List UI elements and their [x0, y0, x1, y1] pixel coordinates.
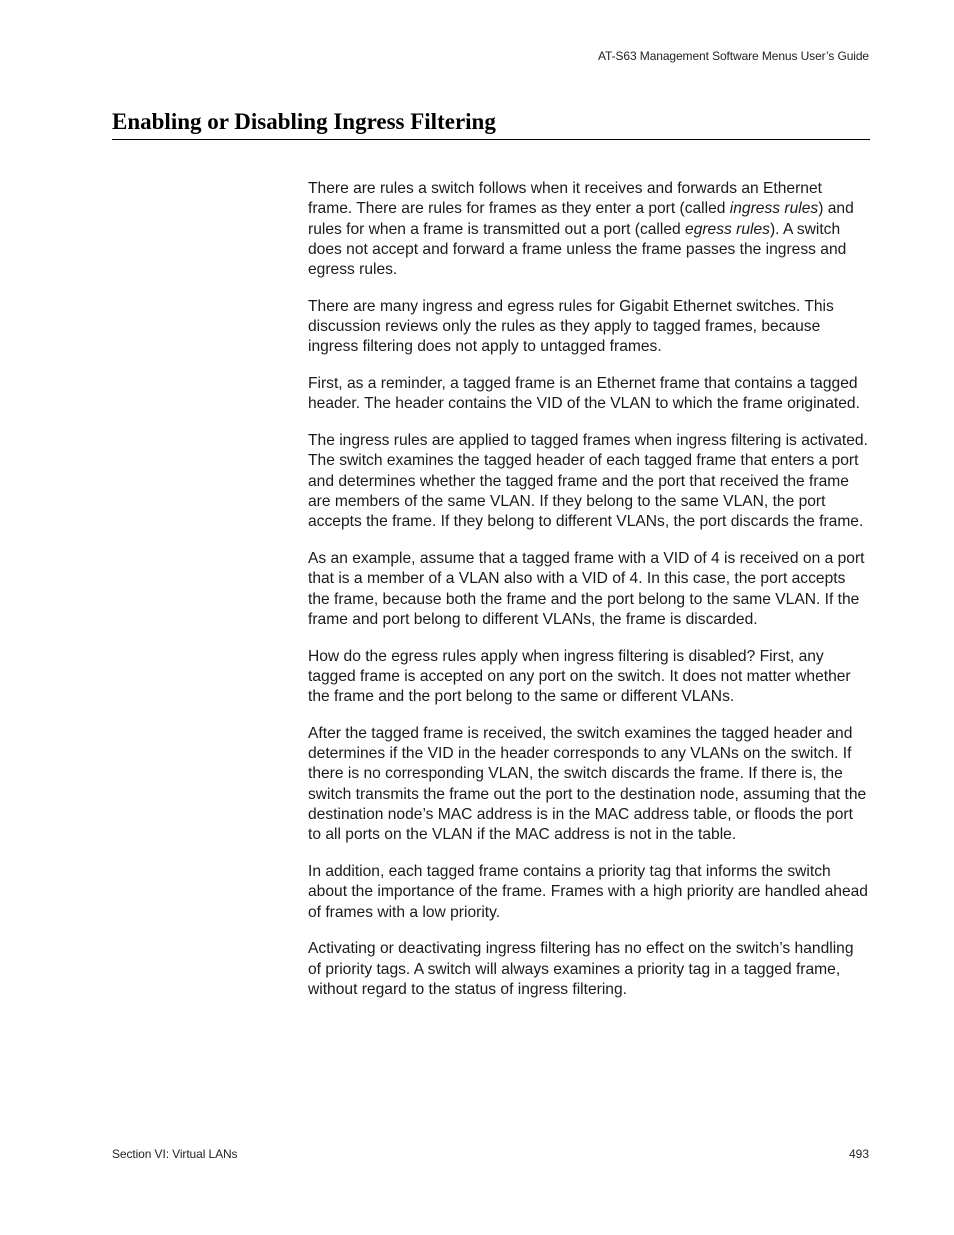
paragraph-4: The ingress rules are applied to tagged frames when ingress filtering is activated. The switch examines the tagged header of each tagged frame that enters a port and determines whether the tagged frame and the port that received the frame are members of the same VLAN. If they belong to the same VLAN, the port accepts the frame. If they belong to different VLANs, the port discards the frame.	[308, 432, 868, 531]
paragraph-2: There are many ingress and egress rules for Gigabit Ethernet switches. This discussion reviews only the rules as they apply to tagged frames, because ingress filtering does not apply to untagged frames.	[308, 297, 834, 356]
paragraph-3: First, as a reminder, a tagged frame is an Ethernet frame that contains a tagged header. The header contains the VID of the VLAN to which the frame originated.	[308, 375, 860, 413]
footer-section-label: Section VI: Virtual LANs	[112, 1147, 238, 1161]
paragraph-5: As an example, assume that a tagged frame with a VID of 4 is received on a port that is a member of a VLAN also with a VID of 4. In this case, the port accepts the frame, because both the frame and the port belong to the same VLAN. If the frame and port belong to different VLANs, the frame is discarded.	[308, 550, 865, 628]
paragraph-1-part-c: ). A switch does not accept and forward a frame unless the frame passes the ingress and egress rules.	[308, 220, 847, 279]
footer-page-number: 493	[848, 1147, 869, 1161]
ingress-rules-term: ingress rules	[729, 200, 819, 218]
egress-rules-term: egress rules	[685, 220, 770, 238]
paragraph-1	[308, 179, 870, 280]
section-title: Enabling or Disabling Ingress Filtering	[112, 108, 870, 140]
paragraph-7: After the tagged frame is received, the switch examines the tagged header and determines if the VID in the header corresponds to any VLANs on the switch. If there is no corresponding VLAN, the switch discards the frame. If there is, the switch transmits the frame out the port to the destination node, assuming that the destination node’s MAC address is in the MAC address table, or floods the port to all ports on the VLAN if the MAC address is not in the table.	[308, 724, 867, 844]
running-header: AT-S63 Management Software Menus User’s Guide	[598, 49, 869, 63]
paragraph-1-part-b: ) and rules for when a frame is transmitted out a port (called	[308, 200, 854, 238]
body-text	[308, 179, 870, 1017]
paragraph-8: In addition, each tagged frame contains a priority tag that informs the switch about the importance of the frame. Frames with a high priority are handled ahead of frames with a low priority.	[308, 863, 868, 921]
paragraph-1-part-a: There are rules a switch follows when it receives and forwards an Ethernet frame. There are rules for frames as they enter a port (called	[308, 180, 822, 218]
paragraph-9: Activating or deactivating ingress filtering has no effect on the switch’s handling of priority tags. A switch will always examines a priority tag in a tagged frame, without regard to the status of ingress filtering.	[308, 940, 854, 998]
paragraph-6: How do the egress rules apply when ingress filtering is disabled? First, any tagged frame is accepted on any port on the switch. It does not matter whether the frame and the port belong to the same or different VLANs.	[308, 647, 851, 706]
